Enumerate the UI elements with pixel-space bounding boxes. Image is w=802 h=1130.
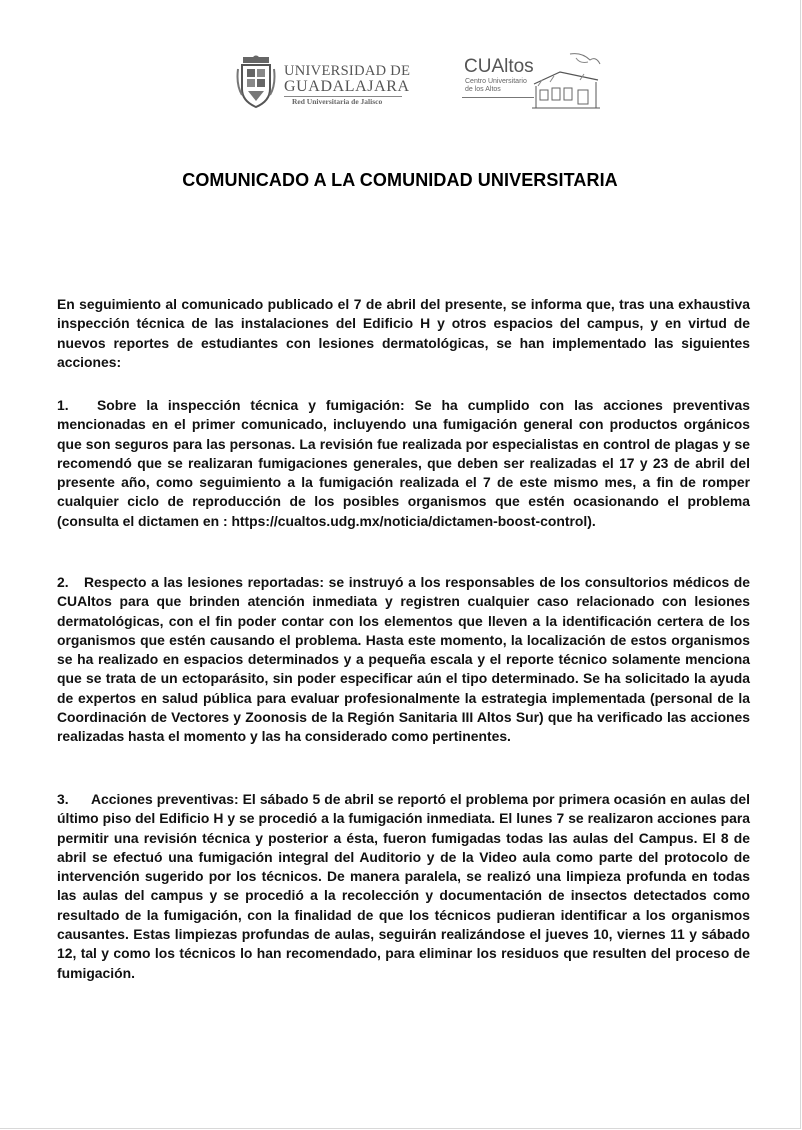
- cualtos-divider: [462, 97, 534, 98]
- udg-subtitle: Red Universitaria de Jalisco: [292, 97, 383, 106]
- university-seal-icon: [236, 55, 276, 111]
- udg-logo: [236, 55, 411, 111]
- list-item-text: Sobre la inspección técnica y fumigación: Se ha cumplido con las acciones preventivas mencionadas en el primer comunicado, incluyendo una fumigación general con productos orgánicos que son seguros para las personas. La revisión fue realizada por especialistas en control de plagas y se recomendó que se realizaran fumigaciones generales, que deben ser realizadas el 17 y 23 de abril del presente año, como seguimiento a la fumigación realizada el 7 de este mismo mes, a fin de romper cualquier ciclo de reproducción de los posibles organismos que estén ocasionando el problema (consulta el dictamen en : https://cualtos.udg.mx/noticia/dictamen-boost-control).: [57, 397, 750, 529]
- list-item: [57, 573, 750, 747]
- list-item-number: 1.: [57, 397, 69, 413]
- udg-name-line2: GUADALAJARA: [284, 78, 410, 95]
- udg-name-line1: UNIVERSIDAD DE: [284, 63, 411, 79]
- campus-building-icon: [530, 50, 602, 114]
- list-item: [57, 790, 750, 983]
- list-item-text: Acciones preventivas: El sábado 5 de abril se reportó el problema por primera ocasión en aulas del último piso del Edificio H y se procedió a la fumigación inmediata. El lunes 7 se realizaron acciones para permitir una revisión técnica y posterior a ésta, fueron fumigadas todas las aulas del Campus. El 8 de abril se efectuó una fumigación integral del Auditorio y de la Video aula como parte del protocolo de intervención sugerido por los técnicos. De manera paralela, se realizó una limpieza profunda en todas las aulas del campus y se procedió a la recolección y documentación de insectos detectados como resultado de la fumigación, con la finalidad de que los técnicos pudieran identificar a los organismos causantes. Estas limpiezas profundas de aulas, seguirán realizándose el jueves 10, viernes 11 y sábado 12, tal y como los técnicos lo han recomendado, para eliminar los residuos que resulten del proceso de fumigación.: [57, 791, 750, 981]
- cualtos-logo: [460, 50, 600, 114]
- list-item-number: 3.: [57, 791, 69, 807]
- intro-paragraph: En seguimiento al comunicado publicado el 7 de abril del presente, se informa que, tras una exhaustiva inspección técnica de las instalaciones del Edificio H y otros espacios del campus, y en virtud de nuevos reportes de estudiantes con lesiones dermatológicas, se han implementado las siguientes acciones:: [57, 296, 750, 370]
- cualtos-name: CUAltos: [464, 56, 534, 77]
- cualtos-subtitle: Centro Universitario de los Altos: [465, 78, 527, 93]
- page-title: COMUNICADO A LA COMUNIDAD UNIVERSITARIA: [182, 170, 618, 190]
- list-item: [57, 396, 750, 531]
- list-item-number: 2.: [57, 574, 69, 590]
- list-item-text: Respecto a las lesiones reportadas: se instruyó a los responsables de los consultorios médicos de CUAltos para que brinden atención inmediata y registren cualquier caso relacionado con lesiones dermatológicas, con el fin poder contar con los elementos que lleven a la identificación certera de los organismos que estén causando el problema. Hasta este momento, la localización de estos organismos se ha realizado en espacios determinados y a pequeña escala y el reporte técnico solamente menciona que se trata de un ectoparásito, sin poder especificar aún el tipo determinado. Se ha solicitado la ayuda de expertos en salud pública para evaluar profesionalmente la estrategia implementada (personal de la Coordinación de Vectores y Zoonosis de la Región Sanitaria III Altos Sur) que ha verificado las acciones realizadas hasta el momento y las ha considerado como pertinentes.: [57, 574, 750, 745]
